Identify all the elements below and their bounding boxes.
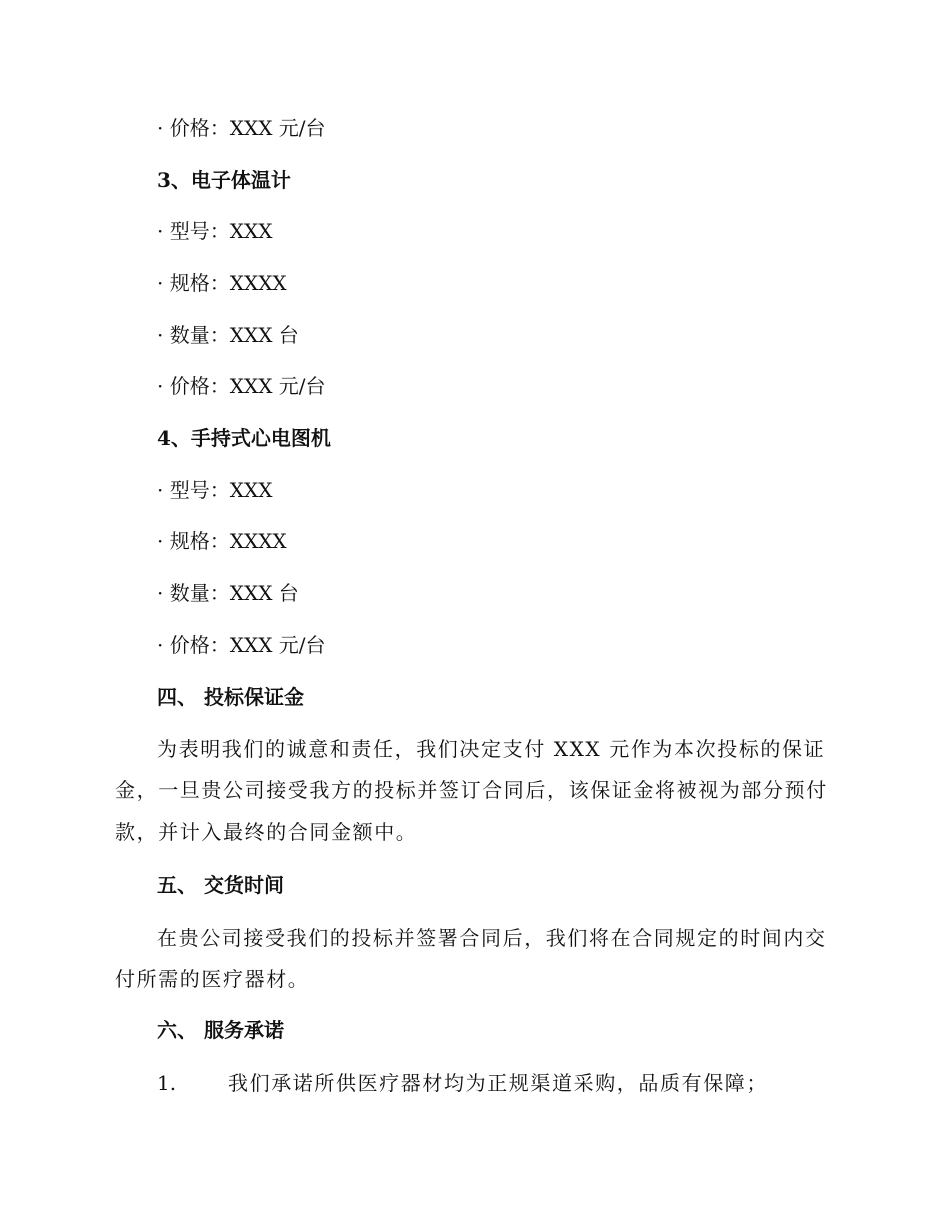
deposit-heading: 四、 投标保证金 — [157, 685, 304, 709]
delivery-paragraph-line-1: 在贵公司接受我们的投标并签署合同后，我们将在合同规定的时间内交 — [157, 926, 827, 950]
delivery-paragraph-line-2: 付所需的医疗器材。 — [115, 967, 310, 991]
list-item-text: 我们承诺所供医疗器材均为正规渠道采购，品质有保障； — [228, 1071, 768, 1095]
section-4-price: · 价格：XXX 元/台 — [157, 633, 326, 657]
section-3-quantity: · 数量：XXX 台 — [157, 323, 299, 347]
section-4-title: 4、手持式心电图机 — [157, 426, 331, 450]
section-3-spec: · 规格：XXXX — [157, 271, 287, 295]
section-4-spec: · 规格：XXXX — [157, 529, 287, 553]
section-4-model: · 型号：XXX — [157, 478, 273, 502]
deposit-paragraph-line-3: 款，并计入最终的合同金额中。 — [115, 820, 418, 844]
service-heading: 六、 服务承诺 — [157, 1018, 284, 1042]
delivery-heading: 五、 交货时间 — [157, 873, 284, 897]
section-3-title: 3、电子体温计 — [157, 168, 291, 192]
deposit-paragraph-line-1: 为表明我们的诚意和责任，我们决定支付 XXX 元作为本次投标的保证 — [157, 737, 826, 761]
section-4-quantity: · 数量：XXX 台 — [157, 581, 299, 605]
section-3-model: · 型号：XXX — [157, 219, 273, 243]
list-item-number: 1. — [157, 1071, 177, 1095]
deposit-paragraph-line-2: 金，一旦贵公司接受我方的投标并签订合同后，该保证金将被视为部分预付 — [115, 778, 828, 802]
section-3-price: · 价格：XXX 元/台 — [157, 374, 326, 398]
price-line: · 价格：XXX 元/台 — [157, 116, 326, 140]
